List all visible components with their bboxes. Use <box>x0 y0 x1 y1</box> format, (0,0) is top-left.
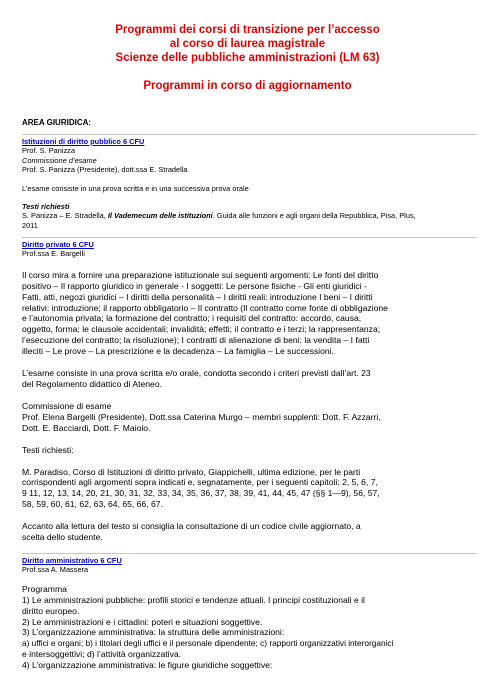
course-3-title-link[interactable]: Diritto amministrativo 6 CFU <box>22 556 122 565</box>
course-3-prof: Prof.ssa A. Massera <box>22 565 89 575</box>
course-2-note <box>22 521 477 543</box>
program-label: Programma <box>22 583 67 594</box>
course-1-title-link[interactable]: Istituzioni di diritto pubblico 6 CFU <box>22 137 145 146</box>
program-line: 4) L’organizzazione amministrativa: le figure giuridiche soggettive: <box>22 660 273 671</box>
exam-line: L’esame consiste in una prova scritta e/o orale, condotta secondo i criteri previsti dall’art. 23 <box>22 368 371 379</box>
course-1-texts-label: Testi richiesti <box>22 202 70 212</box>
course-1-commission-label: Commissione d’esame <box>22 155 97 165</box>
divider <box>22 237 477 238</box>
course-1-text-citation <box>22 211 477 220</box>
desc-line: e l’autonomia privata; la formazione del contratto; i requisiti del contratto: accordo, causa, <box>22 313 362 324</box>
text-line: corrispondenti agli argomenti sopra indicati e, segnatamente, per i seguenti capitoli: 2, 5, 6, 7, <box>22 477 378 488</box>
citation-title: Il Vademecum delle istituzioni <box>107 211 213 221</box>
text-line: 58, 59, 60, 61, 62, 63, 64, 65, 66, 67. <box>22 499 163 510</box>
section-heading-area-giuridica: AREA GIURIDICA: <box>22 118 92 127</box>
course-2-commission <box>22 401 477 434</box>
program-line: 1) Le amministrazioni pubbliche: profili storici e tendenze attuali. I principi costituzionali e il <box>22 594 365 605</box>
document-title <box>0 23 495 65</box>
course-2-texts-label: Testi richiesti: <box>22 444 74 455</box>
course-2-texts <box>22 467 477 511</box>
program-line: 2) Le amministrazioni e i cittadini: poteri e situazioni soggettive. <box>22 616 263 627</box>
desc-line: Il corso mira a fornire una preparazione istituzionale sui seguenti argomenti: Le fonti del diritto <box>22 269 379 280</box>
title-line-1: Programmi dei corsi di transizione per l’accesso <box>115 24 380 36</box>
desc-line: Fatti, atti, negozi giuridici – I diritti della personalità – I diritti reali: introduzione I beni – I diritti <box>22 291 373 302</box>
course-1-commission: Prof. S. Panizza (Presidente), dott.ssa E. Stradella <box>22 165 188 175</box>
divider <box>22 134 477 135</box>
course-3-section <box>22 556 477 671</box>
desc-line: l’esecuzione del contratto; la risoluzione); I contratti di alienazione di beni: la vendita – I fatti <box>22 335 370 346</box>
desc-line: relativi: introduzione; il rapporto obbligatorio – Il contratto (Il contratto come fonte di obbligazione <box>22 302 388 313</box>
desc-line: oggetto, forma; le clausole accidentali; invalidità; effetti; il contratto e i terzi; la rappresentanza; <box>22 324 381 335</box>
course-1-section <box>22 137 477 230</box>
program-line: a) uffici e organi; b) i titolari degli uffici e il personale dipendente; c) rapporti organizzativi interorganici <box>22 638 394 649</box>
desc-line: positivo – Il rapporto giuridico in generale - I soggetti: Le persone fisiche - Gli enti giuridici - <box>22 280 367 291</box>
course-2-prof: Prof.ssa E. Bargelli <box>22 249 85 259</box>
course-2-title-link[interactable]: Diritto privato 6 CFU <box>22 240 94 249</box>
desc-line: illeciti – Le prove – La prescrizione e la decadenza – La famiglia – Le successioni. <box>22 346 334 357</box>
commission-label: Commissione di esame <box>22 400 112 411</box>
course-2-section <box>22 240 477 543</box>
title-line-3: Scienze delle pubbliche amministrazioni (LM 63) <box>115 52 380 64</box>
course-3-program <box>22 584 477 671</box>
course-2-description <box>22 270 477 357</box>
title-line-2: al corso di laurea magistrale <box>169 38 326 50</box>
course-1-text-year: 2011 <box>22 220 38 230</box>
text-line: 9 11, 12, 13, 14, 20, 21, 30, 31, 32, 33, 34, 35, 36, 37, 38, 39, 41, 44, 45, 47 (§§ 1—9), 56, 57, <box>22 488 380 499</box>
citation-authors: S. Panizza – E. Stradella, <box>22 211 108 221</box>
document-subtitle: Programmi in corso di aggiornamento <box>143 80 352 92</box>
course-2-exam <box>22 368 477 390</box>
program-line: diritto europeo. <box>22 605 80 616</box>
divider <box>22 553 477 554</box>
program-line: 3) L’organizzazione amministrativa: la struttura delle amministrazioni: <box>22 627 285 638</box>
program-line: e intersoggettivi; d) l’attività organizzativa. <box>22 649 182 660</box>
course-1-exam: L’esame consiste in una prova scritta e in una successiva prova orale <box>22 183 249 193</box>
text-line: M. Paradiso, Corso di Istituzioni di diritto privato, Giappichelli, ultima edizione, per le parti <box>22 466 361 477</box>
commission-line: Prof. Elena Bargelli (Presidente), Dott.ssa Caterina Murgo – membri supplenti: Dott. F. Azzarri, <box>22 411 381 422</box>
note-line: scelta dello studente. <box>22 532 103 543</box>
citation-details: . Guida alle funzioni e agli organi della Repubblica, Pisa, Plus, <box>212 211 416 221</box>
exam-line: del Regolamento didattico di Ateneo. <box>22 378 162 389</box>
note-line: Accanto alla lettura del testo si consiglia la consultazione di un codice civile aggiornato, a <box>22 521 361 532</box>
commission-line: Dott. E. Bacciardi, Dott. F. Maiolo. <box>22 422 151 433</box>
course-1-prof: Prof. S. Panizza <box>22 146 75 156</box>
